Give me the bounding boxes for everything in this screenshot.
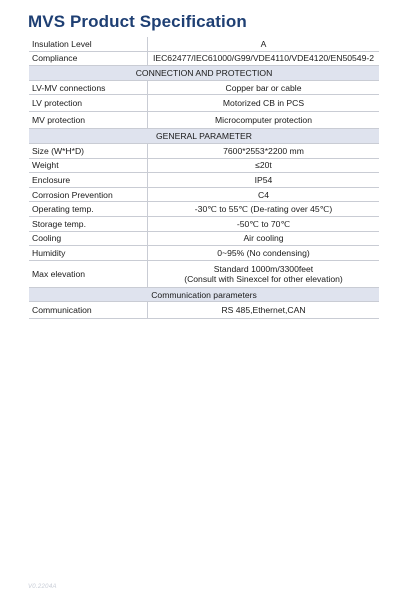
spec-row-lv-mv-connections	[29, 80, 379, 95]
spec-label: Insulation Level	[29, 37, 148, 51]
spec-value: Air cooling	[148, 231, 380, 246]
spec-label: LV-MV connections	[29, 80, 148, 95]
spec-row-humidity	[29, 246, 379, 261]
spec-row-communication	[29, 302, 379, 319]
spec-label: Operating temp.	[29, 202, 148, 217]
spec-value: -50℃ to 70℃	[148, 216, 380, 231]
spec-label: Humidity	[29, 246, 148, 261]
spec-table	[29, 37, 379, 319]
section-header-general-parameter	[29, 129, 379, 144]
spec-value: RS 485,Ethernet,CAN	[148, 302, 380, 319]
spec-label: Communication	[29, 302, 148, 319]
spec-value: C4	[148, 187, 380, 202]
spec-label: Compliance	[29, 51, 148, 66]
spec-value: ≤20t	[148, 158, 380, 173]
spec-row-max-elevation	[29, 260, 379, 287]
spec-row-size	[29, 143, 379, 158]
spec-value: 0~95% (No condensing)	[148, 246, 380, 261]
spec-label: Max elevation	[29, 260, 148, 287]
spec-label: Cooling	[29, 231, 148, 246]
spec-label: Size (W*H*D)	[29, 143, 148, 158]
spec-value: -30℃ to 55℃ (De-rating over 45℃)	[148, 202, 380, 217]
spec-value: A	[148, 37, 380, 51]
spec-value: Copper bar or cable	[148, 80, 380, 95]
footer-version-mark: V0.2204A	[28, 584, 57, 590]
section-title: GENERAL PARAMETER	[29, 129, 379, 144]
spec-row-operating-temp	[29, 202, 379, 217]
spec-value-multiline	[148, 260, 380, 287]
spec-value: IP54	[148, 173, 380, 188]
spec-label: MV protection	[29, 112, 148, 129]
spec-row-compliance	[29, 51, 379, 66]
spec-value: IEC62477/IEC61000/G99/VDE4110/VDE4120/EN50549-2	[148, 51, 380, 66]
spec-row-lv-protection	[29, 95, 379, 112]
spec-row-enclosure	[29, 173, 379, 188]
spec-label: Weight	[29, 158, 148, 173]
spec-value: 7600*2553*2200 mm	[148, 143, 380, 158]
spec-row-insulation-level	[29, 37, 379, 51]
spec-value-line-2: (Consult with Sinexcel for other elevation)	[184, 273, 343, 284]
spec-label: Enclosure	[29, 173, 148, 188]
spec-row-storage-temp	[29, 216, 379, 231]
spec-label: Corrosion Prevention	[29, 187, 148, 202]
spec-value: Microcomputer protection	[148, 112, 380, 129]
page-title: MVS Product Specification	[28, 12, 247, 31]
spec-row-corrosion-prevention	[29, 187, 379, 202]
section-header-communication-parameters	[29, 287, 379, 302]
spec-row-weight	[29, 158, 379, 173]
spec-row-cooling	[29, 231, 379, 246]
spec-value-line-1: Standard 1000m/3300feet	[213, 263, 314, 274]
section-title: CONNECTION AND PROTECTION	[29, 66, 379, 81]
spec-row-mv-protection	[29, 112, 379, 129]
spec-label: Storage temp.	[29, 216, 148, 231]
section-title: Communication parameters	[29, 287, 379, 302]
spec-value: Motorized CB in PCS	[148, 95, 380, 112]
section-header-connection-protection	[29, 66, 379, 81]
spec-label: LV protection	[29, 95, 148, 112]
